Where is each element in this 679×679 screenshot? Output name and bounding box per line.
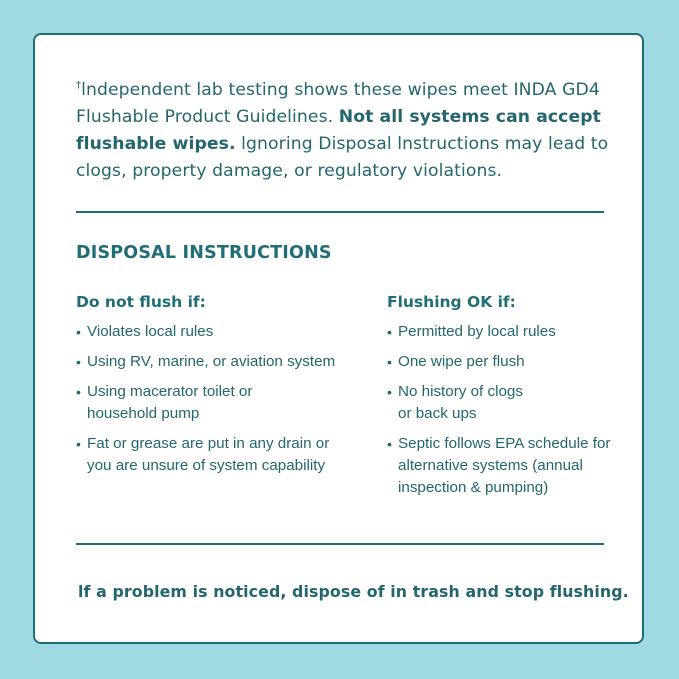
intro-text-2: lgnoring Disposal lnstructions may lead to clogs, property damage, or regulatory violations. bbox=[76, 134, 609, 181]
list-item: • Permitted by local rules bbox=[387, 321, 617, 343]
list-item: • Fat or grease are put in any drain or you are unsure of system capability bbox=[76, 433, 349, 477]
list-item: • No history of clogs or back ups bbox=[387, 381, 538, 425]
flushing-ok-heading: Flushing OK if: bbox=[387, 293, 516, 311]
divider-bottom bbox=[76, 543, 604, 545]
info-card bbox=[33, 33, 644, 644]
list-item: • Using macerator toilet or household pump bbox=[76, 381, 277, 425]
list-item: • Septic follows EPA schedule for alternative systems (annual inspection & pumping) bbox=[387, 433, 613, 499]
do-not-flush-column bbox=[76, 291, 366, 485]
dagger-mark: † bbox=[76, 80, 82, 91]
list-item: • Violates local rules bbox=[76, 321, 366, 343]
do-not-flush-heading: Do not flush if: bbox=[76, 293, 206, 311]
section-title: DISPOSAL INSTRUCTIONS bbox=[76, 243, 332, 263]
list-item: • One wipe per flush bbox=[387, 351, 617, 373]
flushing-ok-list bbox=[387, 321, 617, 499]
intro-bold-warning: Not all systems can accept flushable wipes. bbox=[76, 107, 601, 154]
do-not-flush-list bbox=[76, 321, 366, 477]
bottom-note: lf a problem is noticed, dispose of in trash and stop flushing. bbox=[78, 582, 629, 601]
list-item: • Using RV, marine, or aviation system bbox=[76, 351, 366, 373]
flushing-ok-column bbox=[387, 291, 617, 507]
divider-top bbox=[76, 211, 604, 213]
intro-paragraph bbox=[76, 77, 616, 185]
intro-text-1: lndependent lab testing shows these wipes meet INDA GD4 Flushable Product Guidelines. bbox=[76, 80, 600, 127]
